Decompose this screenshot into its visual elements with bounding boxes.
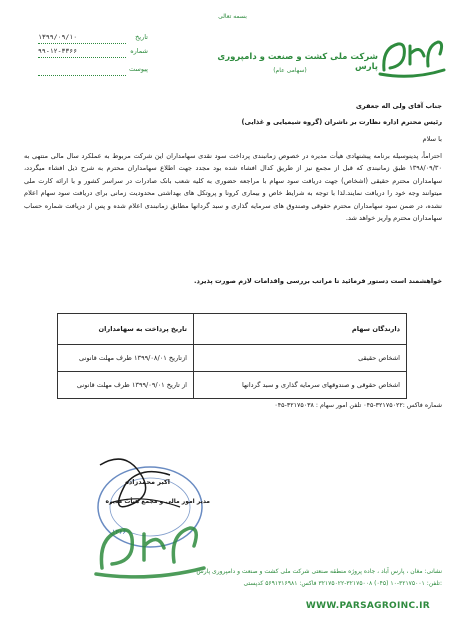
table-row: [58, 345, 407, 372]
date-row: [38, 33, 148, 44]
table-header: تاریخ پرداخت به سهامداران: [58, 314, 194, 345]
company-type: (سهامی عام): [273, 67, 307, 74]
bismillah: بسمه تعالی: [218, 13, 247, 20]
footer-address: نشانی: مغان ، پارس آباد ، جاده پروژه منطقه صنعتی شرکت ملی کشت و صنعت و دامپروری پارس: [196, 568, 442, 575]
letter-paragraph: احتراماً، پدینوسیله برنامه پیشنهادی هیأت مدیره در خصوص زمانبندی پرداخت سود نقدی سهامداران این شرکت مربوط به عملکرد سال مالی منتهی به ۱۳۹۸/۰۹/۳۰ طبق زمانبندی که قبل از مجمع نیز از طریق کدال افشاء شده بود مجدد جهت اطلاع سهامداران محترم به شرح ذیل افشاء میگردد، سهامداران محترم حقیقی (اشخاص) جهت دریافت سود سهام با مراجعه حضوری به کلیه شعب بانک صادرات در سراسر کشور و با ارائه کارت ملی میتوانند وجه خود را دریافت نمایند.لذا با توجه به شرایط خاص و بیماری کرونا و پروتکل های بهداشتی محدودیت زمانی برای دریافت سود سهام اعلام نشده، در ضمن سود سهامداران محترم حقوقی وصندوق های سرمایه گذاری و سبد گردانها مطابق زمانبندی اعلام شده و پس از دریافت شماره حساب سهامداران محترم واریز خواهد شد.: [24, 152, 442, 223]
number-label: شماره: [130, 47, 148, 55]
table-header: دارندگان سهام: [194, 314, 407, 345]
number-value: ۹۹-۱۲-۳۳۶۶: [38, 47, 78, 55]
table-cell: اشخاص حقیقی: [194, 345, 407, 372]
dividend-schedule-table: [57, 313, 407, 399]
attachment-label: پیوست: [129, 65, 148, 73]
date-label: تاریخ: [135, 33, 148, 41]
signer-title: مدیر امور مالی و مجمع هیأت مدیره: [105, 498, 210, 505]
website-link[interactable]: WWW.PARSAGROINC.IR: [305, 601, 430, 611]
contact-line: شماره فاکس :۳۲۱۷۵۰۲۲-۰۴۵ تلفن امور سهام : ۳۲۱۷۵۰۳۸-۰۴۵: [274, 402, 442, 409]
table-cell: ازتاریخ ۱۳۹۹/۰۸/۰۱ ظرف مهلت قانونی: [58, 345, 194, 372]
company-logo-icon: [376, 34, 448, 80]
table-cell: اشخاص حقوقی و صندوقهای سرمایه گذاری و سبد گردانها: [194, 372, 407, 399]
table-cell: از تاریخ ۱۳۹۹/۰۹/۰۱ ظرف مهلت قانونی: [58, 372, 194, 399]
recipient-name: جناب آقای ولی اله جعفری: [355, 102, 442, 110]
date-value: ۱۳۹۹/۰۹/۱۰: [38, 33, 78, 41]
table-row: [58, 372, 407, 399]
footer-phones: تلفن: ۳۲۱۷۵۰۰۱-۱۰ (۰۴۵) ۳۲۱۷۵۰۰۸-۳۲۱۷۵۰۲۲ فاکس: ۵۶۹۱۳۱۶۹۸۱ کدپستی:: [243, 580, 442, 587]
number-row: [38, 47, 148, 58]
company-name: شرکت ملی کشت و صنعت و دامپروری پارس: [217, 52, 378, 72]
stamp-number: ۱۳۶۶: [112, 528, 126, 536]
greeting: با سلام: [422, 135, 442, 143]
signer-name: اکبر محمدزاده: [125, 478, 170, 486]
table-header-row: [58, 314, 407, 345]
attachment-row: [38, 65, 148, 76]
closing-sentence: خواهشمند است دستور فرمائید تا مراتب بررسی واقدامات لازم صورت پذیرد.: [194, 277, 442, 285]
recipient-title: رئیس محترم اداره نظارت بر ناشران (گروه شیمیایی و غذایی): [241, 118, 442, 126]
